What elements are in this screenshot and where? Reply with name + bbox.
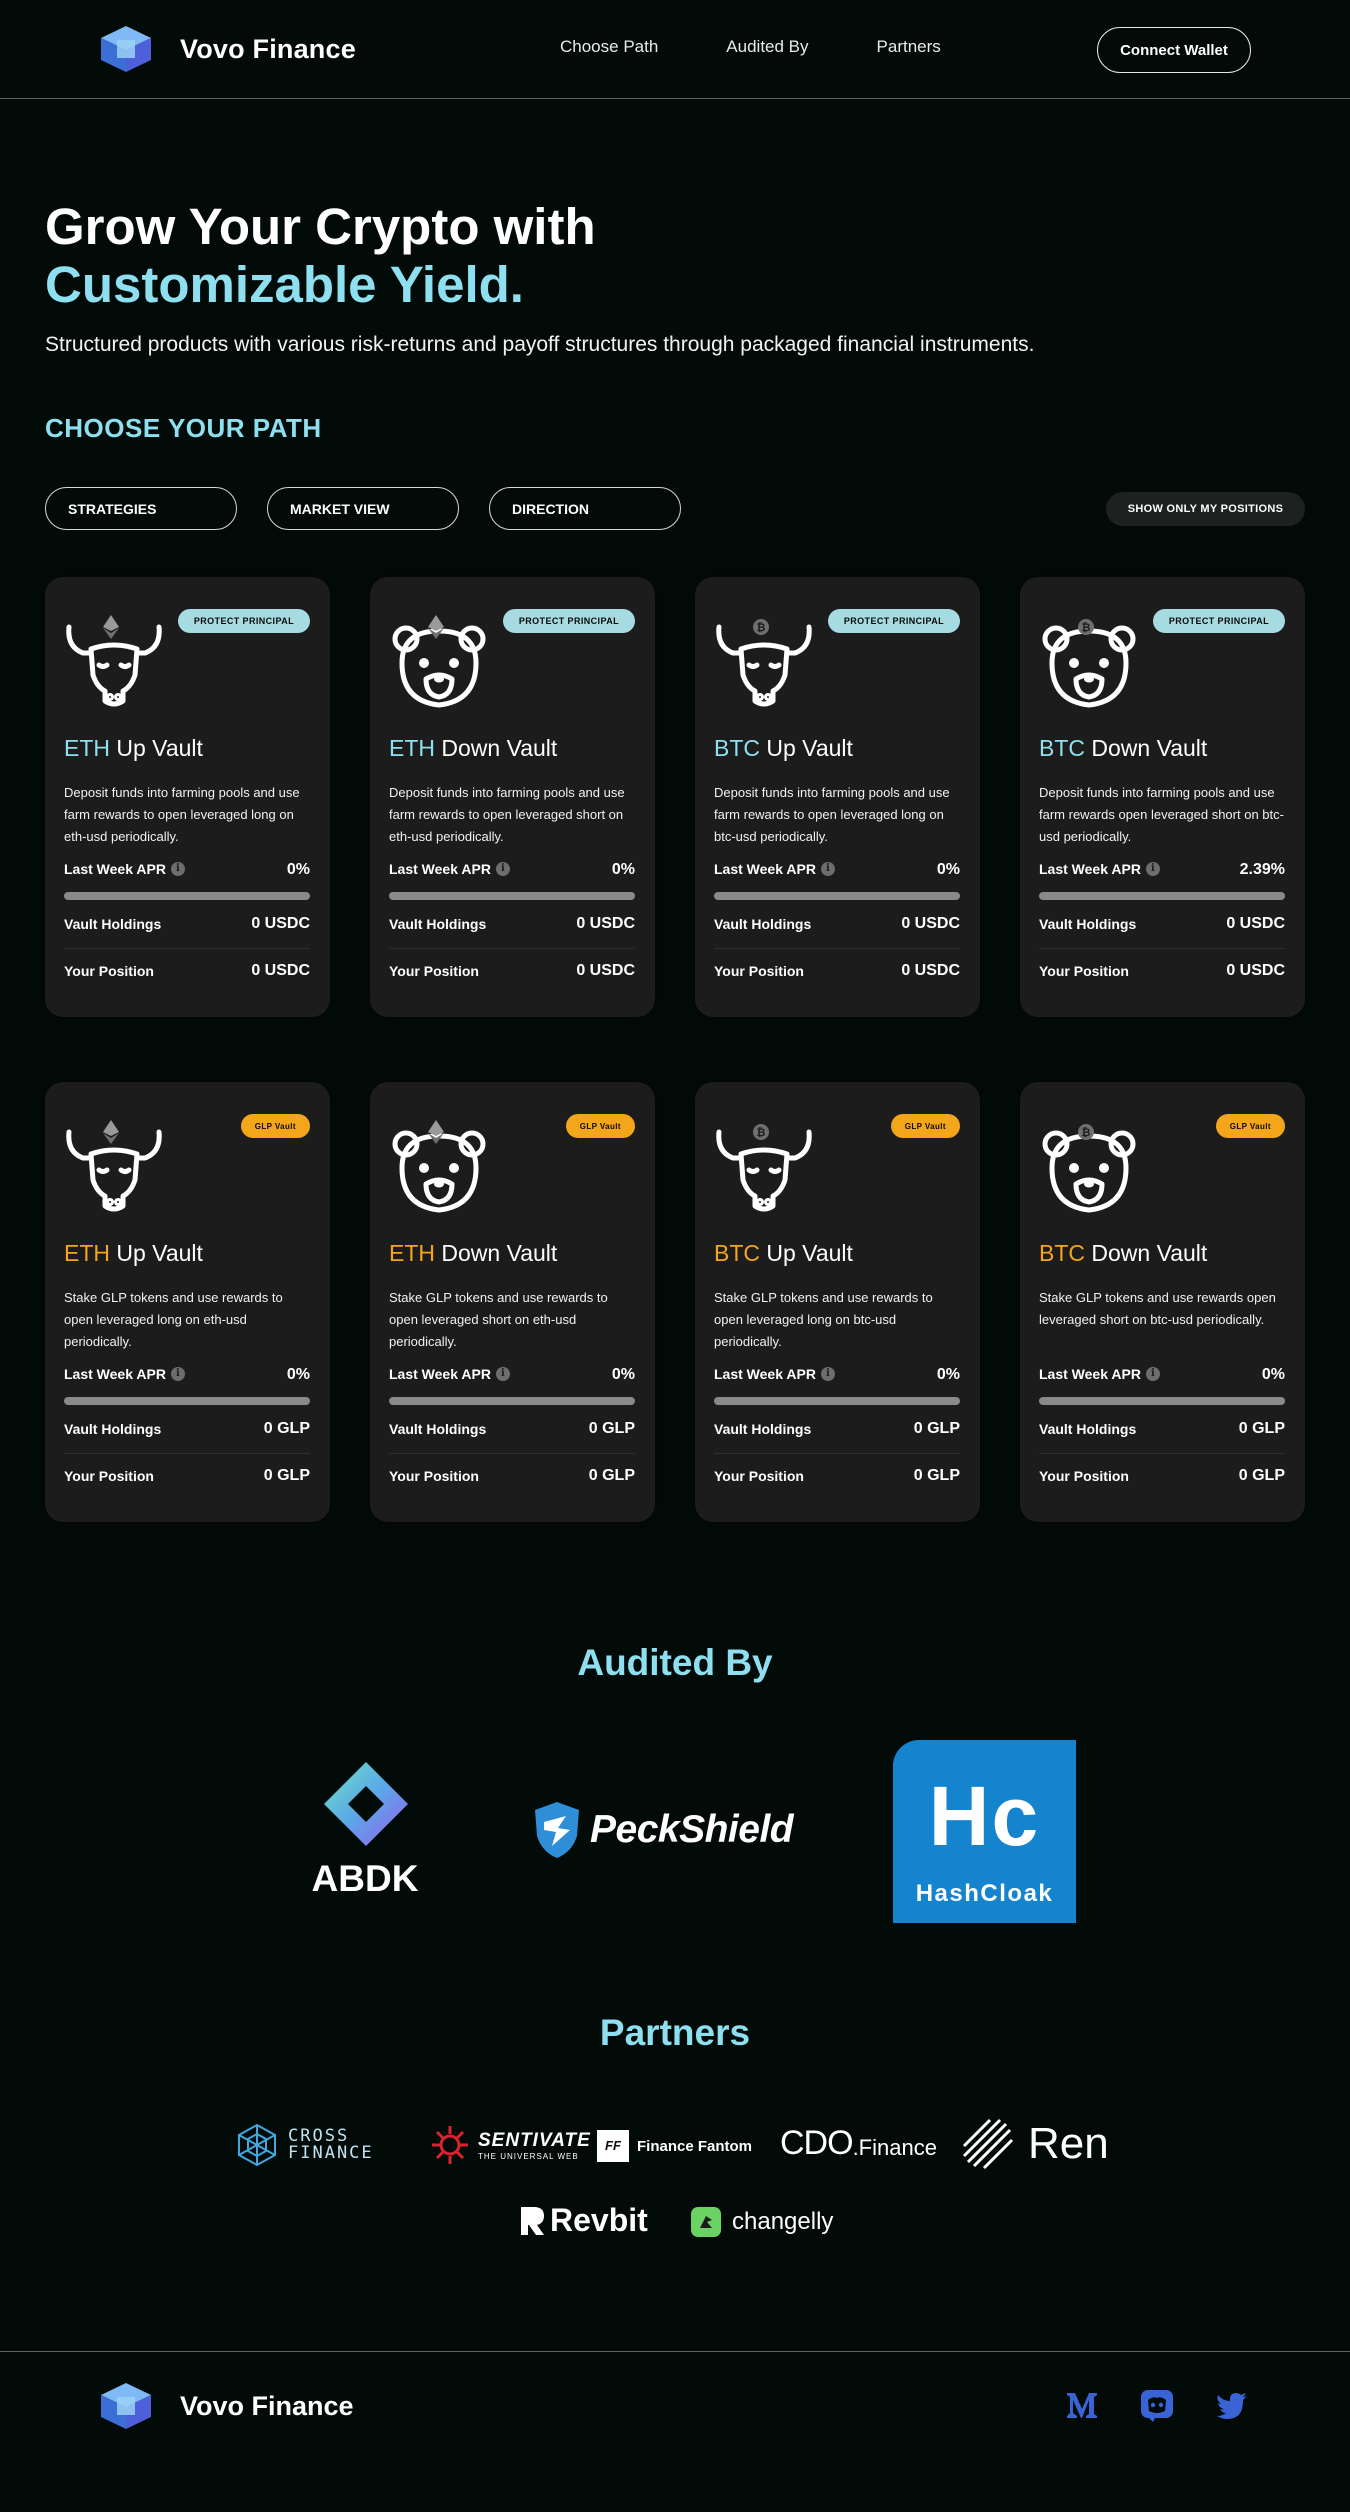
- hero-title-line1: Grow Your Crypto with: [45, 198, 596, 255]
- vault-card[interactable]: [695, 577, 980, 1017]
- btc-icon: [752, 615, 770, 639]
- your-position-label: Your Position: [389, 1468, 479, 1484]
- vault-asset: ETH: [389, 735, 435, 761]
- last-week-apr-label: [389, 861, 510, 877]
- vault-description: Stake GLP tokens and use rewards to open leveraged long on eth-usd periodically.: [64, 1290, 283, 1349]
- brand[interactable]: [99, 24, 356, 74]
- peckshield-shield-icon: [532, 1800, 582, 1860]
- vault-holdings-value: 0 USDC: [576, 915, 635, 932]
- revbit-wordmark: Revbit: [550, 2202, 648, 2238]
- vault-holdings-value: 0 USDC: [251, 915, 310, 932]
- apr-label-text: Last Week APR: [389, 1366, 491, 1382]
- vault-name: Down Vault: [441, 735, 558, 761]
- sentivate-line1: SENTIVATE: [478, 2129, 591, 2151]
- last-week-apr-label: [714, 861, 835, 877]
- apr-value: 2.39%: [1239, 861, 1285, 878]
- vault-card[interactable]: [45, 1082, 330, 1522]
- vault-holdings-value: 0 GLP: [588, 1420, 635, 1437]
- cross-finance-line2: FINANCE: [288, 2143, 374, 2163]
- changelly-wordmark: changelly: [732, 2208, 834, 2235]
- vault-holdings-label: Vault Holdings: [714, 1421, 812, 1437]
- your-position-value: 0 GLP: [588, 1467, 635, 1484]
- apr-value: 0%: [286, 861, 310, 878]
- vault-holdings-value: 0 GLP: [1238, 1420, 1285, 1437]
- apr-value: 0%: [936, 1366, 960, 1383]
- btc-icon: [1077, 1120, 1095, 1144]
- apr-progress-bar: [714, 892, 960, 900]
- card-divider: [389, 1453, 635, 1454]
- footer-brand-name: Vovo Finance: [180, 2390, 354, 2421]
- vault-holdings-value: 0 GLP: [263, 1420, 310, 1437]
- vault-description: Deposit funds into farming pools and use farm rewards to open leveraged long on eth-usd periodically.: [64, 785, 300, 844]
- sentivate-logo[interactable]: [428, 2122, 591, 2168]
- vault-type-badge: GLP Vault: [891, 1114, 960, 1138]
- finance-fantom-icon: FF: [597, 2130, 629, 2162]
- vault-asset: BTC: [1039, 1240, 1085, 1266]
- card-divider: [64, 1453, 310, 1454]
- apr-progress-bar: [389, 1397, 635, 1405]
- svg-text:₿: ₿: [756, 1126, 766, 1139]
- cdo-wordmark: CDO: [780, 2124, 853, 2162]
- revbit-icon: [518, 2205, 546, 2237]
- last-week-apr-label: [714, 1366, 835, 1382]
- vault-title: [714, 1240, 853, 1267]
- btc-icon: [752, 1120, 770, 1144]
- vault-holdings-value: 0 USDC: [1226, 915, 1285, 932]
- site-header: [0, 0, 1350, 99]
- vault-title: [64, 735, 203, 762]
- apr-progress-bar: [389, 892, 635, 900]
- eth-icon: [102, 1120, 120, 1144]
- vault-type-badge: GLP Vault: [566, 1114, 635, 1138]
- card-divider: [1039, 1453, 1285, 1454]
- apr-label-text: Last Week APR: [64, 1366, 166, 1382]
- vault-title: [1039, 735, 1207, 762]
- vault-card[interactable]: [370, 577, 655, 1017]
- vault-holdings-label: Vault Holdings: [64, 1421, 162, 1437]
- cross-finance-line1: CROSS: [288, 2126, 350, 2146]
- vault-name: Down Vault: [1091, 1240, 1208, 1266]
- apr-progress-bar: [1039, 1397, 1285, 1405]
- vault-asset: ETH: [64, 1240, 110, 1266]
- nav-choose-path[interactable]: Choose Path: [560, 37, 659, 56]
- vault-holdings-value: 0 USDC: [901, 915, 960, 932]
- your-position-label: Your Position: [64, 1468, 154, 1484]
- last-week-apr-label: [1039, 861, 1160, 877]
- info-icon[interactable]: i: [171, 862, 185, 876]
- vault-name: Up Vault: [766, 1240, 853, 1266]
- cross-finance-logo[interactable]: [234, 2122, 374, 2168]
- card-divider: [1039, 948, 1285, 949]
- vault-type-badge: GLP Vault: [1216, 1114, 1285, 1138]
- eth-icon: [102, 615, 120, 639]
- info-icon[interactable]: i: [1146, 862, 1160, 876]
- show-my-positions-toggle[interactable]: SHOW ONLY MY POSITIONS: [1106, 492, 1305, 526]
- vault-holdings-label: Vault Holdings: [1039, 916, 1137, 932]
- hero-subtitle: Structured products with various risk-returns and payoff structures through packaged financial instruments.: [45, 333, 1035, 356]
- cdo-suffix: .Finance: [852, 2134, 937, 2160]
- vault-asset: BTC: [714, 1240, 760, 1266]
- your-position-label: Your Position: [714, 963, 804, 979]
- abdk-wordmark: ABDK: [311, 1858, 419, 1899]
- strategies-filter[interactable]: STRATEGIES: [45, 487, 237, 530]
- vault-holdings-label: Vault Holdings: [1039, 1421, 1137, 1437]
- vovo-logo-icon: [99, 24, 153, 74]
- cross-finance-icon: [234, 2122, 280, 2168]
- hashcloak-logo: [893, 1740, 1076, 1923]
- vault-type-badge: PROTECT PRINCIPAL: [178, 609, 310, 633]
- your-position-value: 0 USDC: [901, 962, 960, 979]
- nav-audited-by[interactable]: Audited By: [726, 37, 809, 56]
- vault-description: Stake GLP tokens and use rewards open leveraged short on btc-usd periodically.: [1039, 1290, 1276, 1327]
- your-position-label: Your Position: [714, 1468, 804, 1484]
- apr-label-text: Last Week APR: [389, 861, 491, 877]
- cdo-finance-logo[interactable]: [780, 2124, 937, 2163]
- choose-path-heading: CHOOSE YOUR PATH: [45, 413, 322, 443]
- footer-brand[interactable]: [99, 2381, 354, 2431]
- vault-description: Deposit funds into farming pools and use farm rewards to open leveraged short on eth-usd periodically.: [389, 785, 625, 844]
- apr-label-text: Last Week APR: [1039, 1366, 1141, 1382]
- your-position-label: Your Position: [1039, 1468, 1129, 1484]
- vault-type-badge: PROTECT PRINCIPAL: [828, 609, 960, 633]
- last-week-apr-label: [389, 1366, 510, 1382]
- your-position-value: 0 GLP: [913, 1467, 960, 1484]
- card-divider: [714, 948, 960, 949]
- apr-value: 0%: [286, 1366, 310, 1383]
- svg-text:₿: ₿: [1081, 1126, 1091, 1139]
- svg-text:₿: ₿: [1081, 621, 1091, 634]
- your-position-label: Your Position: [1039, 963, 1129, 979]
- card-divider: [714, 1453, 960, 1454]
- your-position-label: Your Position: [389, 963, 479, 979]
- vault-type-badge: PROTECT PRINCIPAL: [1153, 609, 1285, 633]
- hero-title: [45, 198, 596, 314]
- revbit-logo[interactable]: [518, 2202, 648, 2239]
- market-view-filter[interactable]: MARKET VIEW: [267, 487, 459, 530]
- sentivate-icon: [428, 2122, 472, 2168]
- vault-name: Up Vault: [766, 735, 853, 761]
- peckshield-logo: [532, 1800, 793, 1860]
- vault-title: [714, 735, 853, 762]
- apr-label-text: Last Week APR: [64, 861, 166, 877]
- partners-title: Partners: [599, 2012, 751, 2053]
- vault-title: [389, 735, 557, 762]
- audited-by-title: Audited By: [577, 1642, 773, 1683]
- svg-text:₿: ₿: [756, 621, 766, 634]
- vault-name: Up Vault: [116, 1240, 203, 1266]
- vault-holdings-label: Vault Holdings: [64, 916, 162, 932]
- info-icon[interactable]: i: [821, 862, 835, 876]
- hashcloak-wordmark: HashCloak: [915, 1880, 1054, 1907]
- last-week-apr-label: [64, 861, 185, 877]
- info-icon[interactable]: i: [496, 1367, 510, 1381]
- apr-label-text: Last Week APR: [1039, 861, 1141, 877]
- eth-icon: [427, 1120, 445, 1144]
- apr-label-text: Last Week APR: [714, 861, 816, 877]
- discord-icon[interactable]: [1139, 2387, 1175, 2423]
- vault-card[interactable]: [370, 1082, 655, 1522]
- apr-value: 0%: [1261, 1366, 1285, 1383]
- vault-description: Stake GLP tokens and use rewards to open leveraged short on eth-usd periodically.: [389, 1290, 608, 1349]
- card-divider: [64, 948, 310, 949]
- vault-card[interactable]: [1020, 577, 1305, 1017]
- ren-logo[interactable]: [960, 2116, 1109, 2172]
- apr-progress-bar: [714, 1397, 960, 1405]
- your-position-value: 0 GLP: [1238, 1467, 1285, 1484]
- vault-asset: ETH: [389, 1240, 435, 1266]
- ren-wordmark: Ren: [1028, 2119, 1109, 2168]
- medium-icon[interactable]: [1064, 2387, 1100, 2423]
- finance-fantom-logo[interactable]: [597, 2130, 752, 2162]
- vault-holdings-value: 0 GLP: [913, 1420, 960, 1437]
- vault-type-badge: PROTECT PRINCIPAL: [503, 609, 635, 633]
- vault-asset: BTC: [1039, 735, 1085, 761]
- finance-fantom-wordmark: Finance Fantom: [637, 2137, 753, 2155]
- your-position-value: 0 USDC: [251, 962, 310, 979]
- apr-value: 0%: [611, 861, 635, 878]
- apr-progress-bar: [1039, 892, 1285, 900]
- apr-value: 0%: [936, 861, 960, 878]
- hashcloak-mark: Hc: [928, 1769, 1041, 1863]
- info-icon[interactable]: i: [171, 1367, 185, 1381]
- ren-icon: [960, 2116, 1014, 2172]
- changelly-icon: [690, 2206, 722, 2238]
- your-position-label: Your Position: [64, 963, 154, 979]
- vault-name: Up Vault: [116, 735, 203, 761]
- your-position-value: 0 USDC: [1226, 962, 1285, 979]
- info-icon[interactable]: i: [1146, 1367, 1160, 1381]
- main-nav: [560, 37, 1009, 57]
- vovo-logo-icon: [99, 2381, 153, 2431]
- vault-title: [1039, 1240, 1207, 1267]
- vault-asset: ETH: [64, 735, 110, 761]
- vault-name: Down Vault: [441, 1240, 558, 1266]
- card-divider: [389, 948, 635, 949]
- brand-name: Vovo Finance: [180, 33, 356, 64]
- last-week-apr-label: [1039, 1366, 1160, 1382]
- vault-name: Down Vault: [1091, 735, 1208, 761]
- vault-description: Deposit funds into farming pools and use farm rewards open leveraged short on btc-usd periodically.: [1039, 785, 1284, 844]
- last-week-apr-label: [64, 1366, 185, 1382]
- eth-icon: [427, 615, 445, 639]
- info-icon[interactable]: i: [496, 862, 510, 876]
- vault-title: [64, 1240, 203, 1267]
- nav-partners[interactable]: Partners: [876, 37, 941, 56]
- apr-progress-bar: [64, 892, 310, 900]
- vault-title: [389, 1240, 557, 1267]
- apr-progress-bar: [64, 1397, 310, 1405]
- apr-label-text: Last Week APR: [714, 1366, 816, 1382]
- apr-value: 0%: [611, 1366, 635, 1383]
- footer-divider: [0, 2351, 1350, 2352]
- vault-holdings-label: Vault Holdings: [389, 1421, 487, 1437]
- vault-asset: BTC: [714, 735, 760, 761]
- changelly-logo[interactable]: [690, 2206, 833, 2238]
- vault-holdings-label: Vault Holdings: [714, 916, 812, 932]
- connect-wallet-button[interactable]: Connect Wallet: [1097, 27, 1251, 73]
- hero-title-line2: Customizable Yield.: [45, 256, 524, 313]
- sentivate-line2: THE UNIVERSAL WEB: [478, 2151, 579, 2161]
- vault-card[interactable]: [1020, 1082, 1305, 1522]
- vault-description: Deposit funds into farming pools and use farm rewards to open leveraged long on btc-usd periodically.: [714, 785, 950, 844]
- your-position-value: 0 GLP: [263, 1467, 310, 1484]
- peckshield-wordmark: PeckShield: [590, 1808, 794, 1851]
- info-icon[interactable]: i: [821, 1367, 835, 1381]
- vault-card[interactable]: [695, 1082, 980, 1522]
- twitter-icon[interactable]: [1214, 2387, 1250, 2423]
- vault-type-badge: GLP Vault: [241, 1114, 310, 1138]
- vault-description: Stake GLP tokens and use rewards to open leveraged long on btc-usd periodically.: [714, 1290, 933, 1349]
- btc-icon: [1077, 615, 1095, 639]
- your-position-value: 0 USDC: [576, 962, 635, 979]
- vault-card[interactable]: [45, 577, 330, 1017]
- direction-filter[interactable]: DIRECTION: [489, 487, 681, 530]
- vault-holdings-label: Vault Holdings: [389, 916, 487, 932]
